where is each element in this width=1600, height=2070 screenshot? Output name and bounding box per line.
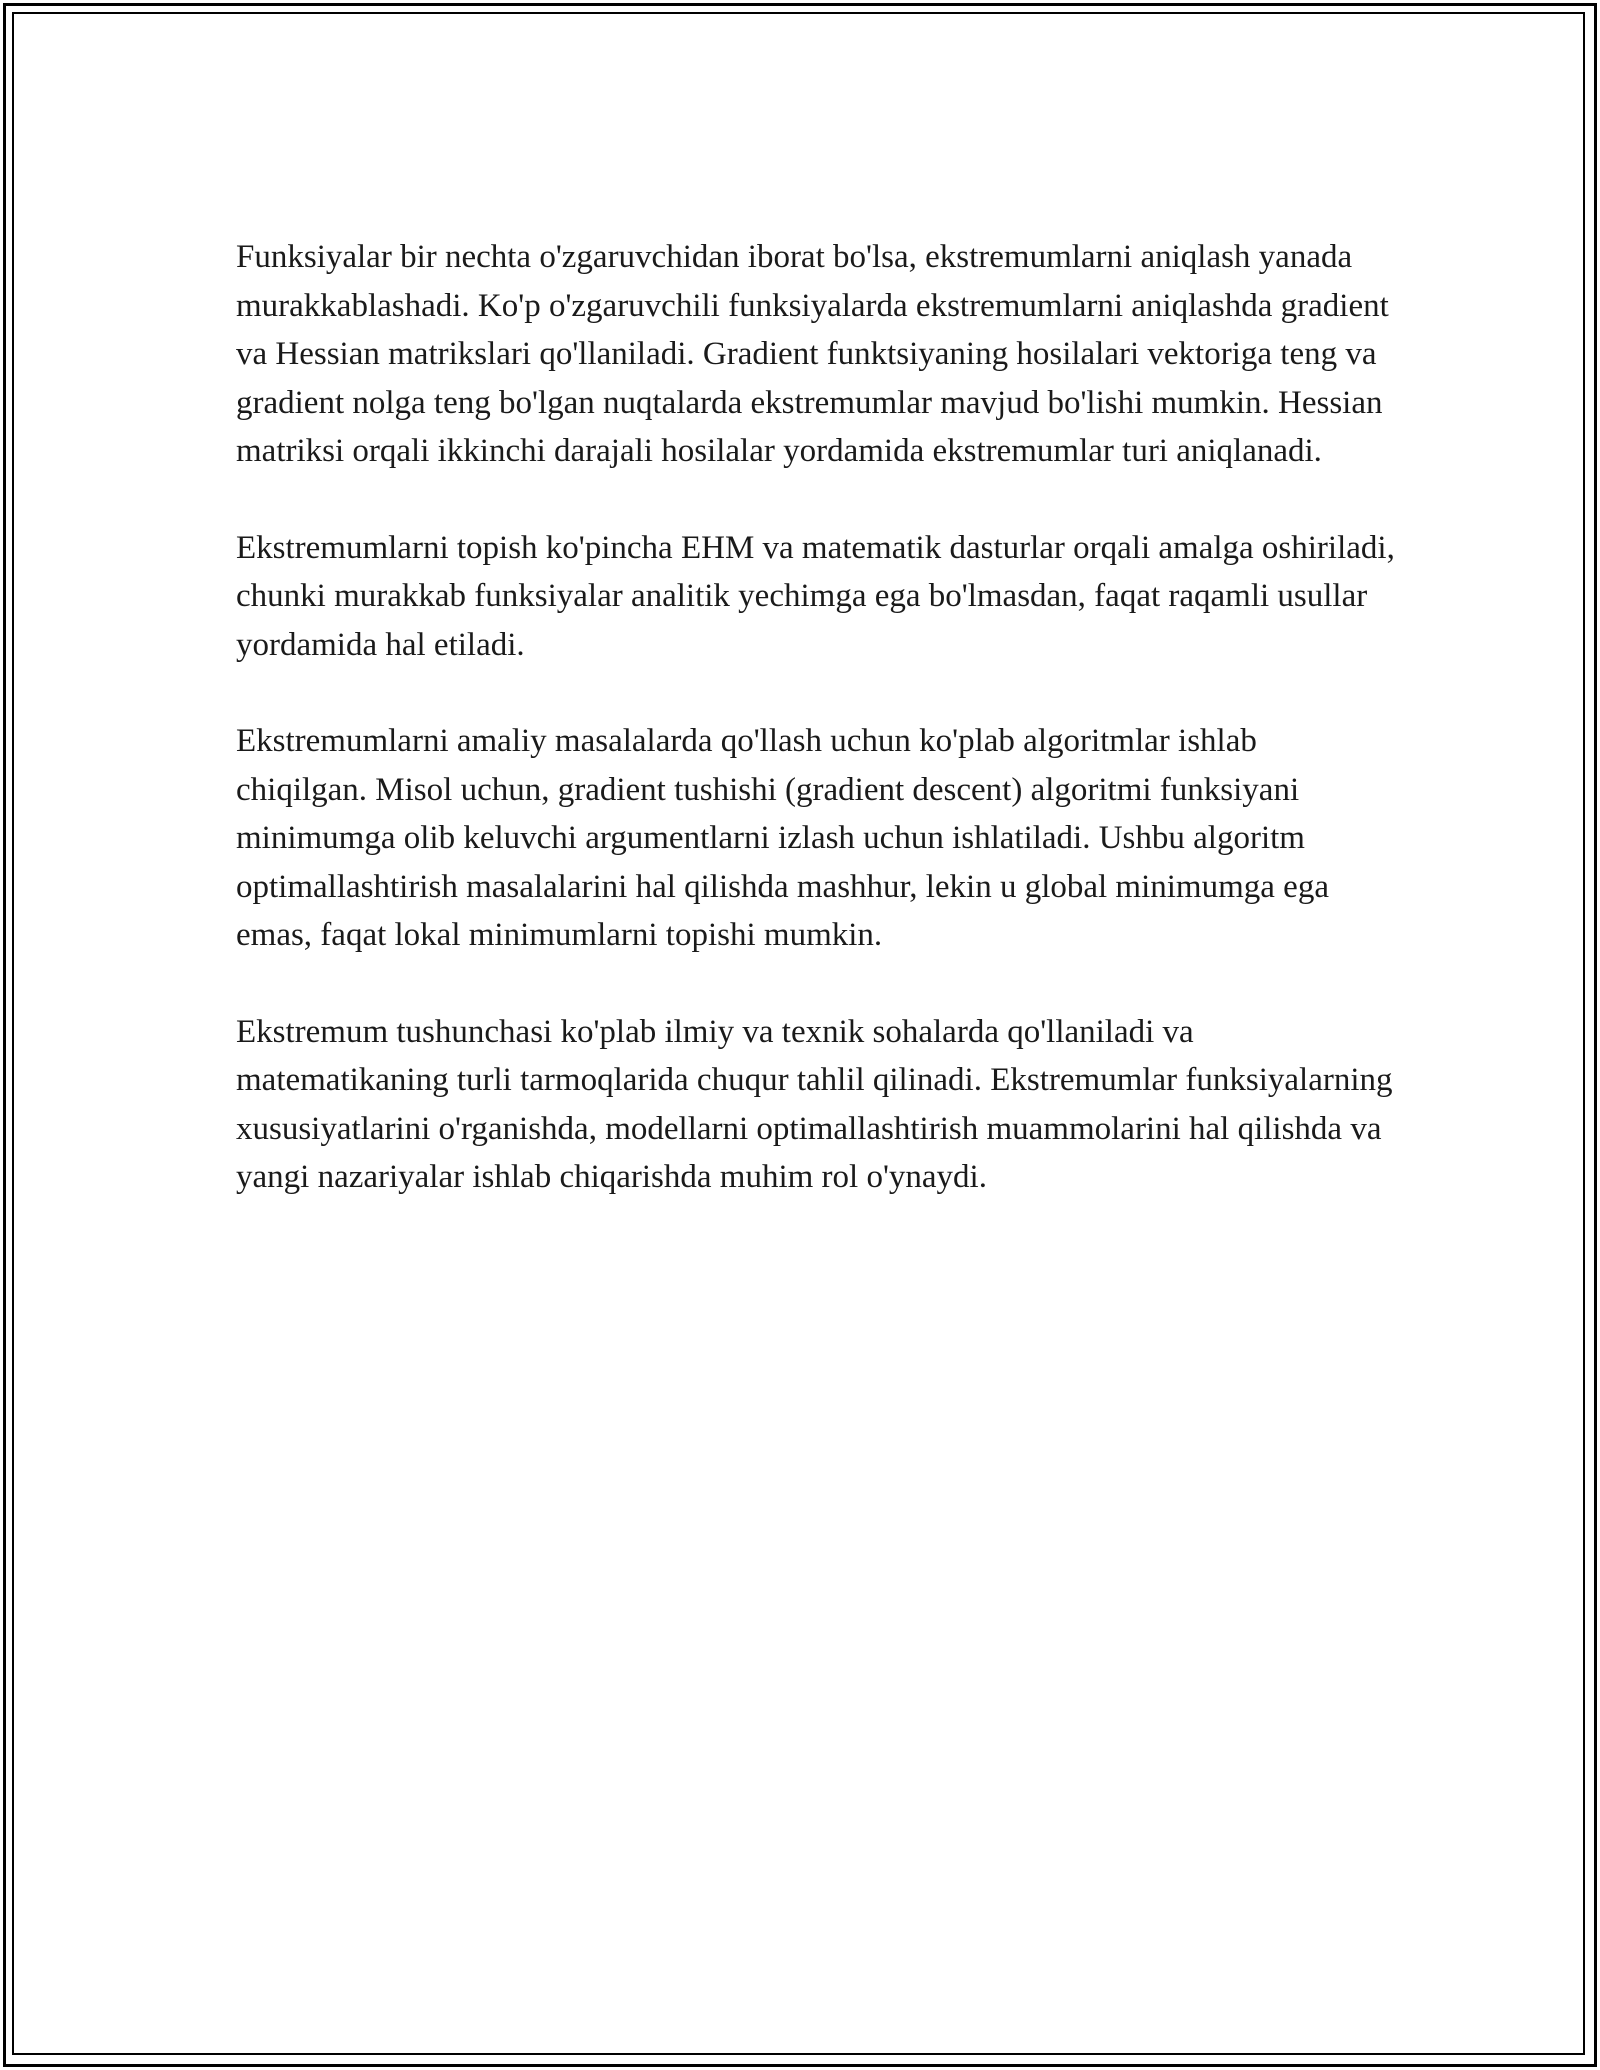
paragraph-1: Funksiyalar bir nechta o'zgaruvchidan iborat bo'lsa, ekstremumlarni aniqlash yanada murakkablashadi. Ko'p o'zgaruvchili funksiyalarda ekstremumlarni aniqlashda gradient va Hessian matrikslari qo'llaniladi. Gradient funktsiyaning hosilalari vektoriga teng va gradient nolga teng bo'lgan nuqtalarda ekstremumlar mavjud bo'lishi mumkin. Hessian matriksi orqali ikkinchi darajali hosilalar yordamida ekstremumlar turi aniqlanadi. [236, 239, 1389, 469]
document-body [236, 233, 1396, 1250]
paragraph-4: Ekstremum tushunchasi ko'plab ilmiy va texnik sohalarda qo'llaniladi va matematikaning turli tarmoqlarida chuqur tahlil qilinadi. Ekstremumlar funksiyalarning xususiyatlarini o'rganishda, modellarni optimallashtirish muammolarini hal qilishda va yangi nazariyalar ishlab chiqarishda muhim rol o'ynaydi. [236, 1013, 1393, 1195]
paragraph-2: Ekstremumlarni topish ko'pincha EHM va matematik dasturlar orqali amalga oshiriladi, chunki murakkab funksiyalar analitik yechimga ega bo'lmasdan, faqat raqamli usullar yordamida hal etiladi. [236, 529, 1395, 663]
paragraph-3: Ekstremumlarni amaliy masalalarda qo'llash uchun ko'plab algoritmlar ishlab chiqilgan. Misol uchun, gradient tushishi (gradient descent) algoritmi funksiyani minimumga olib keluvchi argumentlarni izlash uchun ishlatiladi. Ushbu algoritm optimallashtirish masalalarini hal qilishda mashhur, lekin u global minimumga ega emas, faqat lokal minimumlarni topishi mumkin. [236, 723, 1329, 953]
